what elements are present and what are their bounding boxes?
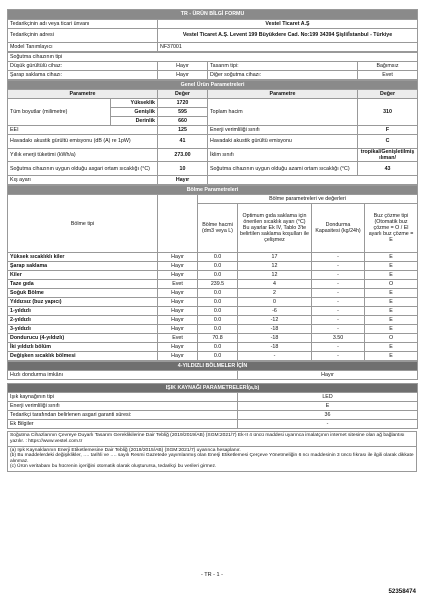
table-row (8, 262, 418, 271)
compartment-temp: -18 (238, 334, 312, 343)
compartment-temp: 0 (238, 298, 312, 307)
compartment-volume: 0.0 (198, 289, 238, 298)
compartment-present: Hayır (158, 307, 198, 316)
col-param2: Parametre (208, 90, 358, 99)
compartment-defrost: E (365, 289, 418, 298)
compartment-freeze: - (312, 253, 365, 262)
depth-label: Derinlik (111, 117, 158, 126)
light-row-value: 36 (238, 411, 418, 420)
footnote-a: (a) Işık Kaynaklarının Enerji Etiketlemesine Dair Tebliğ (2019/2015/AB) (SGM:2021/7) uyarınca hesaplanır. (10, 447, 241, 453)
compartment-volume: 0.0 (198, 343, 238, 352)
compartment-freeze: - (312, 289, 365, 298)
footnotes (7, 447, 417, 472)
compartment-volume: 0.0 (198, 298, 238, 307)
height-value: 1720 (158, 99, 208, 108)
light-row-label: Ek Bilgiler (8, 420, 238, 429)
compartment-freeze: - (312, 343, 365, 352)
compartment-defrost: E (365, 307, 418, 316)
compartment-present: Evet (158, 334, 198, 343)
climate-label: İklim sınıfı (208, 149, 358, 162)
col-defrost: Buz çözme tipi (Otomatik buz çözme = O / El ayarlı buz çözme = E (365, 204, 418, 253)
winter-value: Hayır (158, 176, 208, 185)
table-row (8, 280, 418, 289)
type-row-label: Düşük gürültülü cihaz: (8, 62, 158, 71)
noise-class-label: Havadaki akustik gürültü emisyonu (208, 135, 358, 149)
min-temp-value: 10 (158, 162, 208, 176)
blank-cell (208, 176, 418, 185)
compartment-name: Değişken sıcaklık bölmesi (8, 352, 158, 361)
fast-freeze-label: Hızlı dondurma imkânı (8, 371, 238, 380)
device-type-table (7, 52, 418, 80)
dimensions-label: Tüm boyutlar (milimetre) (8, 99, 111, 126)
regulation-note: Soğutma Cihazlarının Çevreye Duyarlı Tasarım Gereklikilerine Dair Tebliğ (2019/2019/AB) (SGM:2021/7) Ek-II 4 üncü maddesi uyarınca imalatçının internet sitesine olan ağ bağlantısı yazılır. : https://www.vestel.com.tr (7, 431, 417, 446)
compartment-volume: 0.0 (198, 325, 238, 334)
compartment-present: Hayır (158, 271, 198, 280)
depth-value: 660 (158, 117, 208, 126)
compartment-present: Hayır (158, 253, 198, 262)
light-row-value: E (238, 402, 418, 411)
compartment-volume: 0.0 (198, 253, 238, 262)
type-row-label2: Tasarım tipi: (208, 62, 358, 71)
compartment-freeze: - (312, 316, 365, 325)
four-star-table (7, 361, 418, 380)
supplier-address-value: Vestel Ticaret A.Ş. Levent 199 Büyükdere Cad. No:199 34394 Şişli/İstanbul - Türkiye (158, 29, 418, 43)
col-value: Değer (158, 90, 208, 99)
compartment-temp: 2 (238, 289, 312, 298)
annual-energy-value: 273.00 (158, 149, 208, 162)
type-row-value: Hayır (158, 62, 208, 71)
compartment-freeze: - (312, 298, 365, 307)
table-row (8, 253, 418, 262)
compartment-volume: 0.0 (198, 262, 238, 271)
compartment-defrost: E (365, 253, 418, 262)
compartment-present: Hayır (158, 298, 198, 307)
compartment-volume: 0.0 (198, 307, 238, 316)
table-row (8, 316, 418, 325)
product-info-sheet (7, 9, 417, 472)
compartment-table (7, 185, 418, 361)
supplier-name-value: Vestel Ticaret A.Ş (158, 20, 418, 29)
col-freeze: Dondurma Kapasitesi (kg/24h) (312, 204, 365, 253)
table-row (8, 325, 418, 334)
noise-value: 41 (158, 135, 208, 149)
compartment-present: Evet (158, 280, 198, 289)
footnote-b: (b) Bu maddelerdeki değişiklikler, …. tarihli ve …. sayılı Resmi Gazetede yayımlanmış olan Enerji Etiketlemesi Çerçeve Yönetmeliğin 6 ncı maddesinin 3 üncü fıkrası ile ilgili olarak dikkate alınmaz. (10, 453, 414, 464)
compartment-name: Yıldızsız (buz yapıcı) (8, 298, 158, 307)
type-row-value2: Evet (358, 71, 418, 80)
col-compartment-type: Bölme tipi (8, 195, 158, 253)
compartment-defrost: E (365, 316, 418, 325)
table-row (8, 334, 418, 343)
compartment-defrost: E (365, 352, 418, 361)
general-header: Genel Ürün Parametreleri (8, 81, 418, 90)
compartment-name: Kiler (8, 271, 158, 280)
compartment-freeze: - (312, 280, 365, 289)
eei-label: EEI (8, 126, 158, 135)
light-row-value: LED (238, 393, 418, 402)
light-row-label: Işık kaynağının tipi (8, 393, 238, 402)
compartment-freeze: 3.50 (312, 334, 365, 343)
noise-class-value: C (358, 135, 418, 149)
compartment-freeze: - (312, 262, 365, 271)
compartment-freeze: - (312, 307, 365, 316)
col-value2: Değer (358, 90, 418, 99)
type-row-value: Hayır (158, 71, 208, 80)
compartment-defrost: E (365, 343, 418, 352)
col-param: Parametre (8, 90, 158, 99)
type-row-value2: Bağımsız (358, 62, 418, 71)
max-temp-value: 43 (358, 162, 418, 176)
compartment-defrost: E (365, 262, 418, 271)
compartment-temp: -18 (238, 325, 312, 334)
compartment-present: Hayır (158, 316, 198, 325)
document-number: 52358474 (388, 588, 416, 595)
general-params-table (7, 80, 418, 185)
supplier-table (7, 9, 418, 52)
light-row-label: Tedarikçi tarafından belirlenen asgari garanti süresi: (8, 411, 238, 420)
compartment-subheader: Bölme parametreleri ve değerleri (198, 195, 418, 204)
compartment-name: 2-yıldızlı (8, 316, 158, 325)
col-volume: Bölme hacmi (dm3 veya L) (198, 204, 238, 253)
annual-energy-label: Yıllık enerji tüketimi (kWh/a) (8, 149, 158, 162)
table-row (8, 289, 418, 298)
energy-class-value: F (358, 126, 418, 135)
page-number: - TR - 1 - (201, 572, 223, 578)
compartment-name: 3-yıldızlı (8, 325, 158, 334)
device-type-header: Soğutma cihazının tipi (8, 53, 418, 62)
light-header: IŞIK KAYNAĞI PARAMETRELERİ(a,b) (8, 384, 418, 393)
compartment-temp: 4 (238, 280, 312, 289)
compartment-temp: 12 (238, 262, 312, 271)
compartment-present: Hayır (158, 352, 198, 361)
compartment-name: 1-yıldızlı (8, 307, 158, 316)
compartment-name: Yüksek sıcaklıklı kiler (8, 253, 158, 262)
total-volume-label: Toplam hacim (208, 99, 358, 126)
model-value: NF37001 (158, 43, 418, 52)
compartment-volume: 70.8 (198, 334, 238, 343)
compartment-volume: 0.0 (198, 352, 238, 361)
light-source-table (7, 383, 418, 429)
light-row-label: Enerji verimliliği sınıfı (8, 402, 238, 411)
compartment-volume: 0.0 (198, 316, 238, 325)
compartment-temp: 12 (238, 271, 312, 280)
compartment-present: Hayır (158, 289, 198, 298)
supplier-address-label: Tedarikçinin adresi (8, 29, 158, 43)
table-row (8, 307, 418, 316)
compartment-temp: 17 (238, 253, 312, 262)
width-label: Genişlik (111, 108, 158, 117)
compartment-volume: 239.5 (198, 280, 238, 289)
compartment-freeze: - (312, 325, 365, 334)
compartment-defrost: E (365, 298, 418, 307)
compartment-defrost: O (365, 334, 418, 343)
col-temp: Optimum gıda saklama için önerilen sıcaklık ayarı (°C) Bu ayarlar Ek IV, Tablo 3'te belirtilen saklama koşulları ile çelişmez (238, 204, 312, 253)
compartment-present: Hayır (158, 262, 198, 271)
model-label: Model Tanımlayıcı (8, 43, 158, 52)
four-star-header: 4-YILDIZLI BÖLMELER İÇİN (8, 362, 418, 371)
climate-value: tropikal/Genişletilmiş ılıman/ (358, 149, 418, 162)
compartment-present: Hayır (158, 343, 198, 352)
winter-label: Kış ayarı (8, 176, 158, 185)
form-title: TR - ÜRÜN BİLGİ FORMU (8, 10, 418, 20)
compartment-defrost: E (365, 325, 418, 334)
compartment-name: Dondurucu (4-yıldızlı) (8, 334, 158, 343)
compartment-temp: - (238, 352, 312, 361)
footnote-c: (c) Ürün veritabanı bu hücrenin içeriğini otomatik olarak oluşturursa, tedarikçi bu verileri girmez. (10, 464, 217, 470)
compartment-defrost: E (365, 271, 418, 280)
compartment-name: İki yıldızlı bölüm (8, 343, 158, 352)
type-row-label2: Diğer soğutma cihazı: (208, 71, 358, 80)
compartment-present: Hayır (158, 325, 198, 334)
table-row (8, 343, 418, 352)
fast-freeze-value: Hayır (238, 371, 418, 380)
eei-value: 125 (158, 126, 208, 135)
compartment-name: Soğuk Bölme (8, 289, 158, 298)
total-volume-value: 310 (358, 99, 418, 126)
supplier-name-label: Tedarikçinin adı veya ticari ünvanı (8, 20, 158, 29)
presence-blank (158, 195, 198, 253)
compartment-freeze: - (312, 352, 365, 361)
table-row (8, 352, 418, 361)
compartment-defrost: O (365, 280, 418, 289)
noise-label: Havadakı akustik gürültü emisyonu (dB (A) re 1pW) (8, 135, 158, 149)
compartment-temp: -6 (238, 307, 312, 316)
compartment-name: Taze gıda (8, 280, 158, 289)
table-row (8, 298, 418, 307)
type-row-label: Şarap saklama cihazı: (8, 71, 158, 80)
energy-class-label: Enerji verimliliği sınıfı (208, 126, 358, 135)
height-label: Yükseklik (111, 99, 158, 108)
light-row-value: - (238, 420, 418, 429)
table-row (8, 271, 418, 280)
compartment-volume: 0.0 (198, 271, 238, 280)
min-temp-label: Soğutma cihazının uygun olduğu asgari ortam sıcaklığı (°C) (8, 162, 158, 176)
compartment-temp: -18 (238, 343, 312, 352)
compartment-name: Şarap saklama (8, 262, 158, 271)
width-value: 595 (158, 108, 208, 117)
compartment-freeze: - (312, 271, 365, 280)
max-temp-label: Soğutma cihazının uygun olduğu azami ortam sıcaklığı (°C) (208, 162, 358, 176)
compartment-temp: -12 (238, 316, 312, 325)
compartment-header: Bölme Parametreleri (8, 186, 418, 195)
